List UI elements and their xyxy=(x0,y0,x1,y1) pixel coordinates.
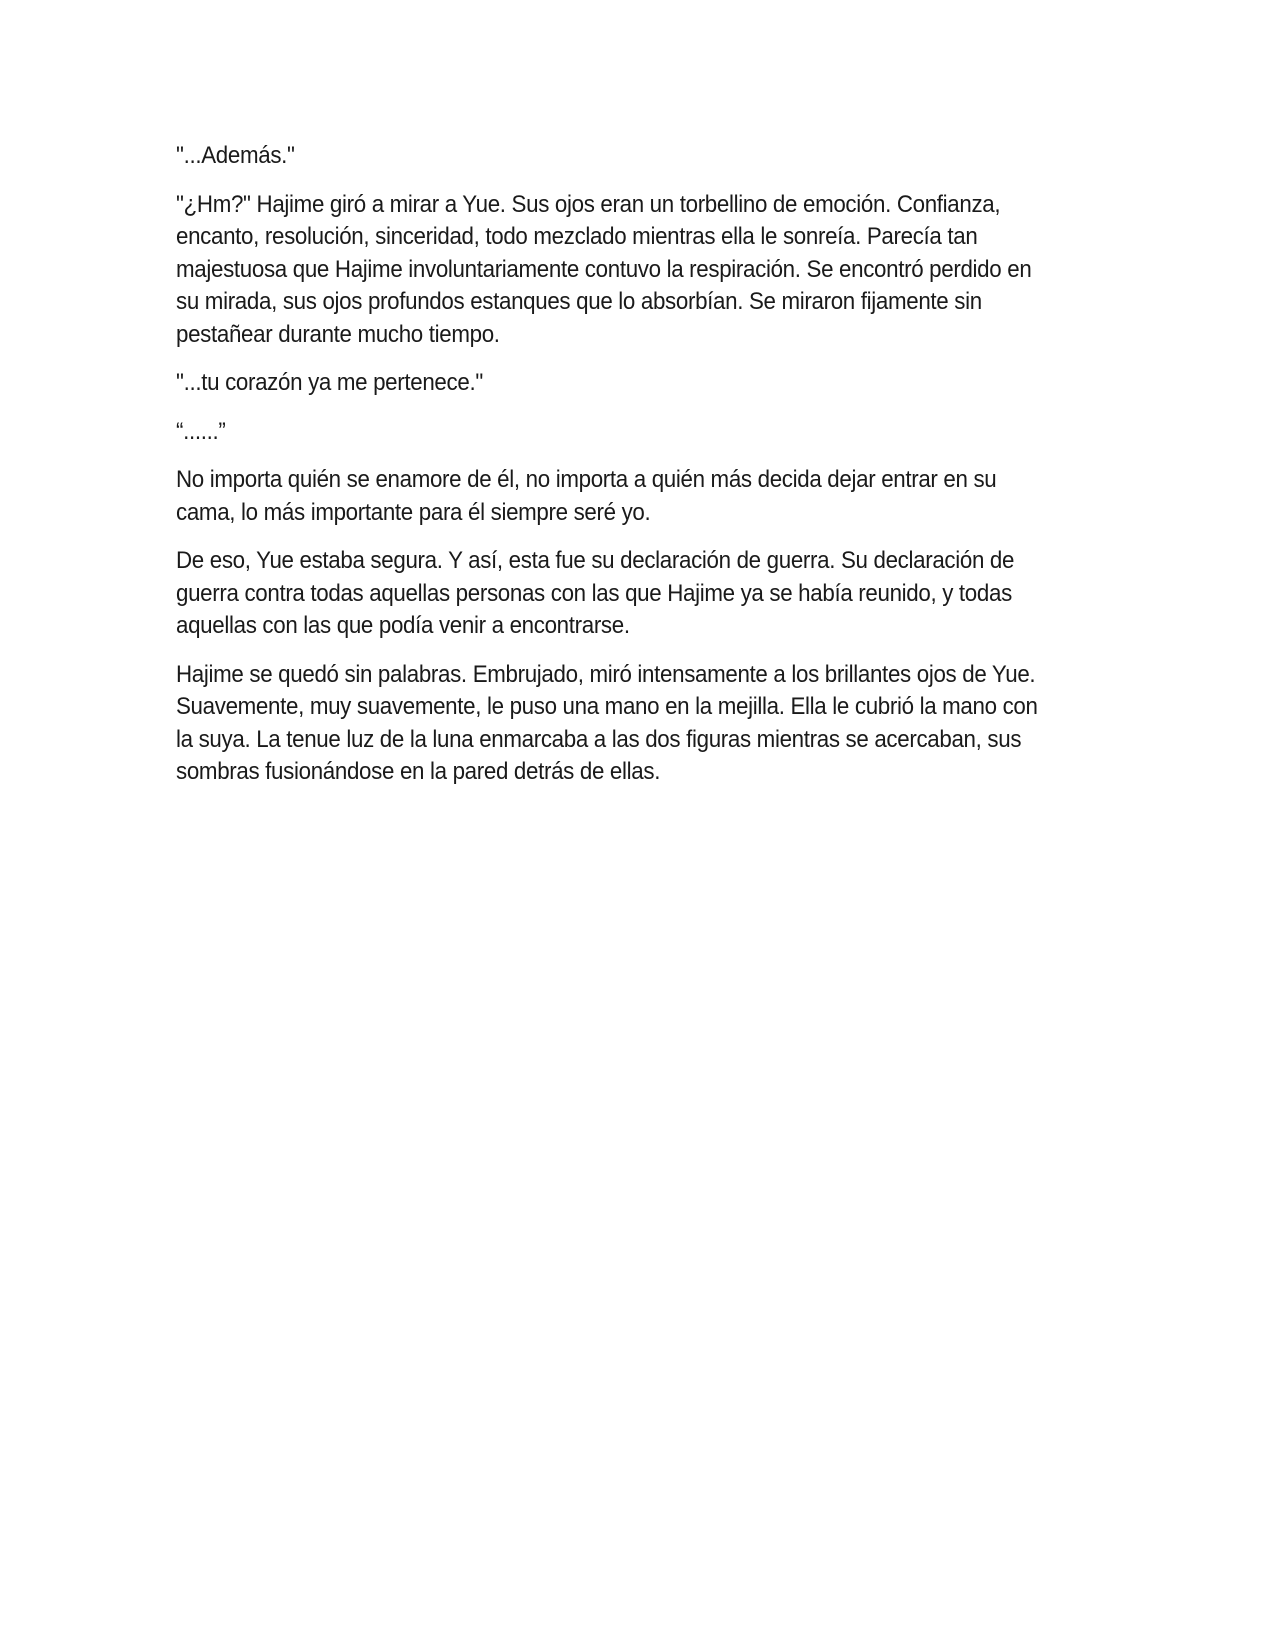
paragraph-5: No importa quién se enamore de él, no importa a quién más decida dejar entrar en su cama, lo más importante para él siempre seré yo. xyxy=(176,466,997,526)
paragraph-4: “......” xyxy=(176,417,226,445)
paragraph-2: "¿Hm?" Hajime giró a mirar a Yue. Sus ojos eran un torbellino de emoción. Confianza, encanto, resolución, sinceridad, todo mezclado mientras ella le sonreía. Parecía tan majestuosa que Hajime involuntariamente contuvo la respiración. Se encontró perdido en su mirada, sus ojos profundos estanques que lo absorbían. Se miraron fijamente sin pestañear durante mucho tiempo. xyxy=(176,190,1032,348)
paragraph-3: "...tu corazón ya me pertenece." xyxy=(176,369,483,396)
paragraph-1: "...Además." xyxy=(176,142,295,169)
paragraph-6: De eso, Yue estaba segura. Y así, esta fue su declaración de guerra. Su declaración de guerra contra todas aquellas personas con las que Hajime ya se había reunido, y todas aquellas con las que podía venir a encontrarse. xyxy=(176,547,1015,639)
paragraph-7: Hajime se quedó sin palabras. Embrujado, miró intensamente a los brillantes ojos de Yue. Suavemente, muy suavemente, le puso una mano en la mejilla. Ella le cubrió la mano con la suya. La tenue luz de la luna enmarcaba a las dos figuras mientras se acercaban, sus sombras fusionándose en la pared detrás de ellas. xyxy=(176,660,1038,785)
document-body xyxy=(176,140,1041,805)
